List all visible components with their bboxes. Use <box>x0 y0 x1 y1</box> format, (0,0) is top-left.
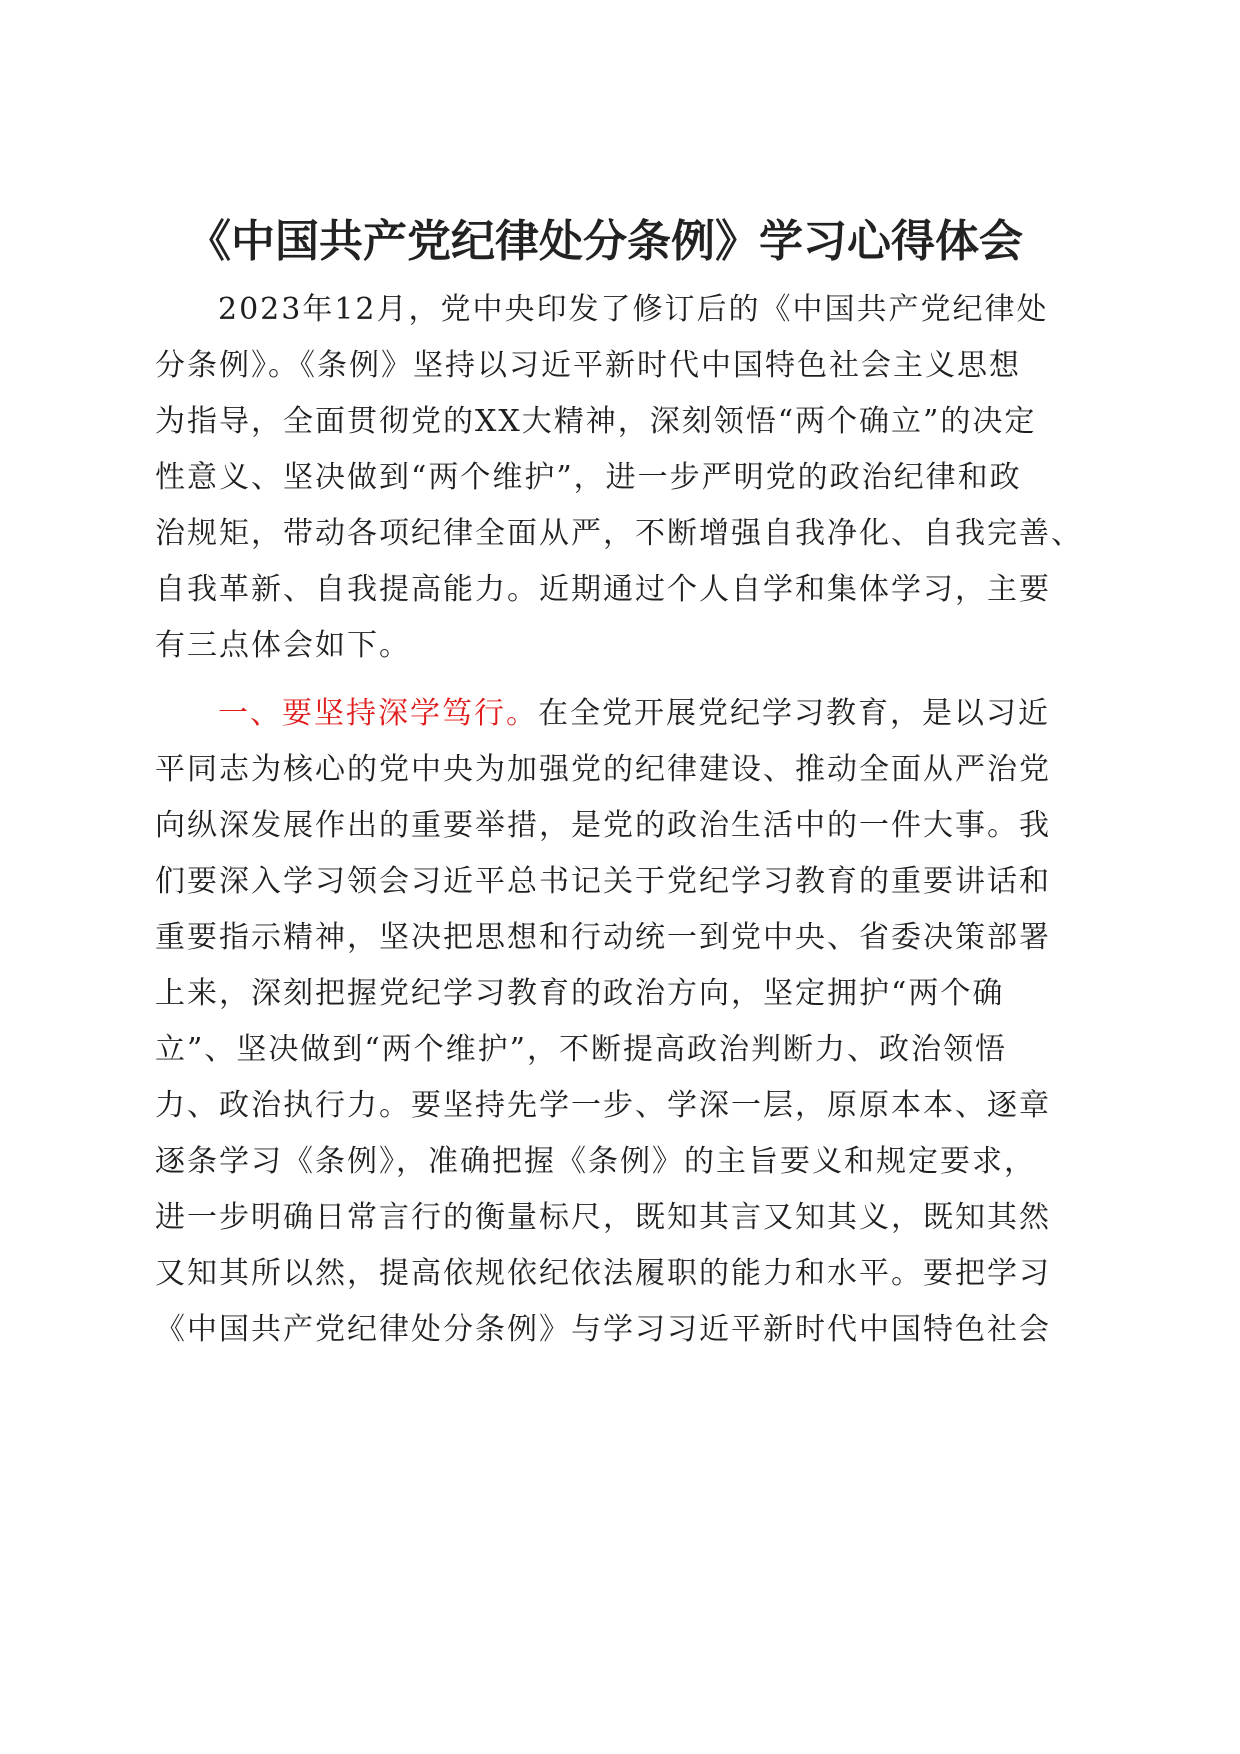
section-1-line-4: 们要深入学习领会习近平总书记关于党纪学习教育的重要讲话和 <box>155 864 1051 899</box>
paragraph-1-line-5: 治规矩，带动各项纪律全面从严，不断增强自我净化、自我完善、 <box>155 516 1083 551</box>
section-1-line-3: 向纵深发展作出的重要举措，是党的政治生活中的一件大事。我 <box>155 808 1051 843</box>
section-1-line-9: 逐条学习《条例》，准确把握《条例》的主旨要义和规定要求， <box>155 1144 1036 1179</box>
section-1-first-line <box>218 694 1050 734</box>
section-1-line-11: 又知其所以然，提高依规依纪依法履职的能力和水平。要把学习 <box>155 1256 1051 1291</box>
paragraph-1-line-6: 自我革新、自我提高能力。近期通过个人自学和集体学习，主要 <box>155 572 1051 607</box>
paragraph-1-line-7: 有三点体会如下。 <box>155 628 411 663</box>
paragraph-1-line-3: 为指导，全面贯彻党的XX大精神，深刻领悟“两个确立”的决定 <box>155 404 1037 439</box>
section-1-line-5: 重要指示精神，坚决把思想和行动统一到党中央、省委决策部署 <box>155 920 1051 955</box>
paragraph-1-line-4: 性意义、坚决做到“两个维护”，进一步严明党的政治纪律和政 <box>155 460 1022 495</box>
section-1-line-12: 《中国共产党纪律处分条例》与学习习近平新时代中国特色社会 <box>155 1312 1051 1347</box>
section-1-line-8: 力、政治执行力。要坚持先学一步、学深一层，原原本本、逐章 <box>155 1088 1051 1123</box>
section-1-line-7: 立”、坚决做到“两个维护”，不断提高政治判断力、政治领悟 <box>155 1032 1008 1067</box>
document-title: 《中国共产党纪律处分条例》学习心得体会 <box>187 216 1023 267</box>
paragraph-1-line-2: 分条例》。《条例》坚持以习近平新时代中国特色社会主义思想 <box>155 348 1021 383</box>
section-1-first-line-text: 在全党开展党纪学习教育，是以习近 <box>538 696 1050 731</box>
section-1-line-10: 进一步明确日常言行的衡量标尺，既知其言又知其义，既知其然 <box>155 1200 1051 1235</box>
paragraph-1-line-1: 2023年12月，党中央印发了修订后的《中国共产党纪律处 <box>218 292 1049 327</box>
section-1-heading: 一、要坚持深学笃行。 <box>218 696 538 731</box>
section-1-line-6: 上来，深刻把握党纪学习教育的政治方向，坚定拥护“两个确 <box>155 976 1005 1011</box>
section-1-line-2: 平同志为核心的党中央为加强党的纪律建设、推动全面从严治党 <box>155 752 1051 787</box>
